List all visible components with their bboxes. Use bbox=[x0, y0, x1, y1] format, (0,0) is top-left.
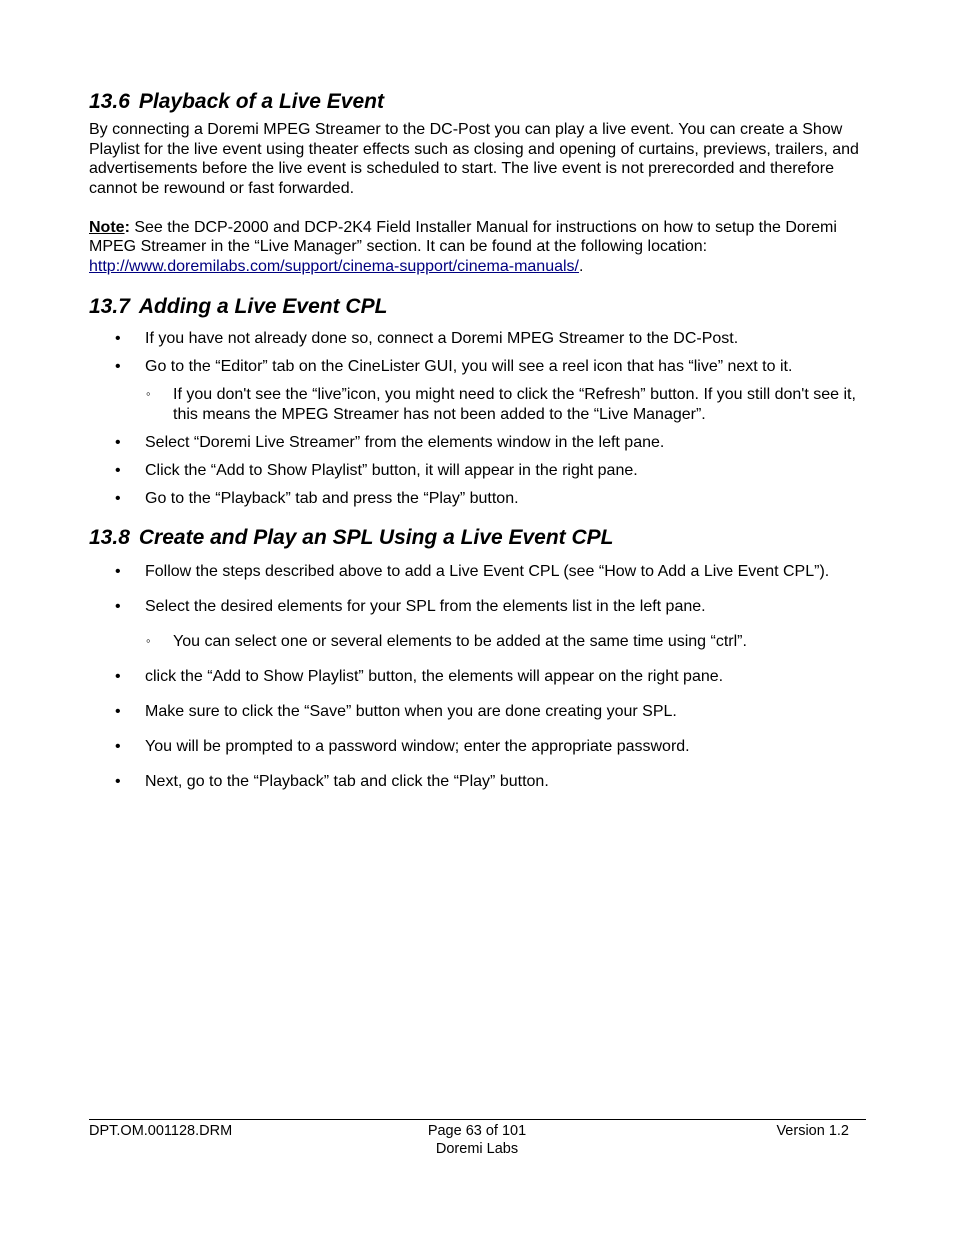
bullet-icon: • bbox=[115, 461, 121, 479]
sub-bullet-icon: ◦ bbox=[146, 633, 151, 648]
list-item-sub bbox=[89, 385, 859, 424]
footer-document-id: DPT.OM.001128.DRM bbox=[89, 1123, 233, 1139]
section-title: Playback of a Live Event bbox=[138, 90, 384, 113]
bullet-list-13-8 bbox=[89, 562, 859, 792]
cinema-manuals-link[interactable]: http://www.doremilabs.com/support/cinema-support/cinema-manuals/ bbox=[89, 257, 579, 275]
bullet-icon: • bbox=[115, 330, 121, 347]
list-item-sub bbox=[89, 632, 859, 652]
list-item bbox=[89, 461, 859, 481]
bullet-icon: • bbox=[115, 563, 121, 580]
list-item bbox=[89, 772, 859, 792]
bullet-icon: • bbox=[115, 668, 121, 685]
list-item bbox=[89, 667, 859, 687]
list-item bbox=[89, 737, 859, 757]
section-heading-13-8 bbox=[89, 524, 859, 552]
list-item-text: Select “Doremi Live Streamer” from the elements window in the left pane. bbox=[145, 433, 665, 451]
section-title: Create and Play an SPL Using a Live Event CPL bbox=[138, 526, 614, 549]
list-item-text: Click the “Add to Show Playlist” button, it will appear in the right pane. bbox=[145, 461, 638, 479]
list-item-text: Go to the “Editor” tab on the CineLister GUI, you will see a reel icon that has “live” next to it. bbox=[145, 358, 793, 375]
list-item-text: Make sure to click the “Save” button when you are done creating your SPL. bbox=[145, 703, 677, 720]
list-item-text: Follow the steps described above to add a Live Event CPL (see “How to Add a Live Event CPL”). bbox=[145, 563, 830, 580]
bullet-icon: • bbox=[115, 738, 121, 755]
bullet-icon: • bbox=[115, 703, 121, 720]
footer-page-number: Page 63 of 101 bbox=[427, 1123, 527, 1139]
footer-divider bbox=[89, 1119, 866, 1120]
note-text: See the DCP-2000 and DCP-2K4 Field Installer Manual for instructions on how to setup the Doremi MPEG Streamer in the “Live Manager” section. It can be found at the following location: bbox=[89, 218, 837, 255]
list-item-text: Select the desired elements for your SPL from the elements list in the left pane. bbox=[145, 598, 706, 615]
bullet-icon: • bbox=[115, 489, 121, 507]
list-item-text: Go to the “Playback” tab and press the “Play” button. bbox=[145, 489, 519, 507]
note-label: Note bbox=[89, 218, 125, 236]
note-colon: : bbox=[124, 218, 130, 236]
list-item-text: If you don't see the “live”icon, you might need to click the “Refresh” button. If you still don't see it, this means the MPEG Streamer has not been added to the “Live Manager”. bbox=[173, 386, 856, 423]
section-number: 13.7 bbox=[89, 295, 130, 318]
list-item bbox=[89, 489, 859, 509]
bullet-icon: • bbox=[115, 773, 121, 790]
page-content bbox=[89, 86, 859, 792]
list-item bbox=[89, 329, 859, 349]
list-item-text: Next, go to the “Playback” tab and click the “Play” button. bbox=[145, 773, 549, 790]
section-body-paragraph: By connecting a Doremi MPEG Streamer to the DC-Post you can play a live event. You can create a Show Playlist for the live event using theater effects such as closing and opening of curtains, previews, trailers, and advertisements before the live event is scheduled to start. The live event is not prerecorded and therefore cannot be rewound or fast forwarded. bbox=[89, 121, 859, 197]
list-item bbox=[89, 597, 859, 617]
list-item-text: If you have not already done so, connect a Doremi MPEG Streamer to the DC-Post. bbox=[145, 330, 739, 347]
bullet-icon: • bbox=[115, 358, 121, 375]
list-item-text: You can select one or several elements to be added at the same time using “ctrl”. bbox=[173, 633, 747, 650]
list-item bbox=[89, 357, 859, 377]
list-item bbox=[89, 702, 859, 722]
sub-bullet-icon: ◦ bbox=[146, 386, 151, 401]
list-item bbox=[89, 433, 859, 453]
section-number: 13.6 bbox=[89, 90, 130, 113]
section-title: Adding a Live Event CPL bbox=[138, 295, 388, 318]
note-period: . bbox=[578, 257, 584, 275]
section-number: 13.8 bbox=[89, 526, 130, 549]
list-item-text: click the “Add to Show Playlist” button, the elements will appear on the right pane. bbox=[145, 668, 724, 685]
footer-company: Doremi Labs bbox=[435, 1141, 519, 1157]
bullet-list-13-7 bbox=[89, 329, 859, 508]
list-item bbox=[89, 562, 859, 582]
footer-version: Version 1.2 bbox=[776, 1123, 849, 1139]
section-heading-13-7 bbox=[89, 293, 859, 321]
list-item-text: You will be prompted to a password window; enter the appropriate password. bbox=[145, 738, 690, 755]
note-paragraph bbox=[89, 218, 859, 277]
section-heading-13-6 bbox=[89, 88, 859, 116]
bullet-icon: • bbox=[115, 598, 121, 615]
bullet-icon: • bbox=[115, 433, 121, 451]
footer-center bbox=[377, 1122, 577, 1158]
